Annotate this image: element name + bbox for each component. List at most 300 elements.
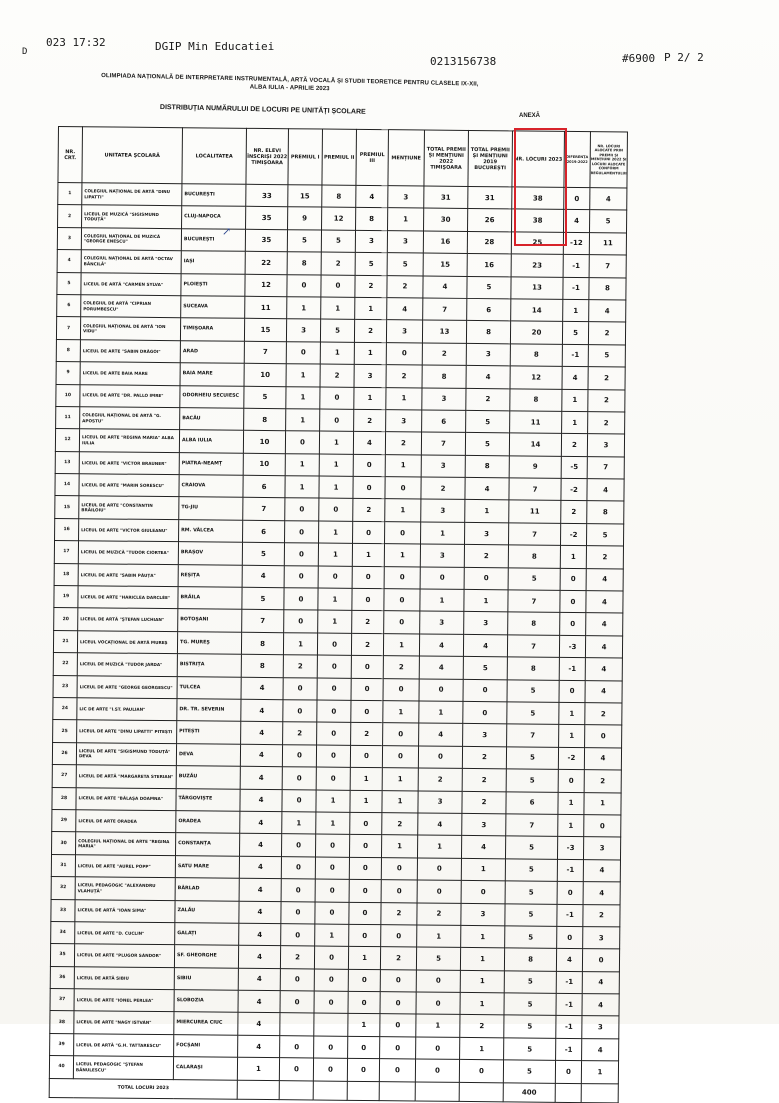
cell-p1: 1	[287, 297, 321, 320]
cell-locuri: 5	[504, 993, 556, 1016]
cell-tot2022: 13	[422, 320, 466, 343]
cell-tot2022: 0	[416, 992, 460, 1015]
cell-nr: 17	[54, 541, 78, 564]
cell-extra: 4	[586, 613, 623, 636]
cell-p3: 3	[354, 364, 386, 387]
cell-p3: 1	[350, 767, 382, 790]
cell-locuri: 5	[507, 702, 559, 725]
cell-extra: 5	[586, 523, 623, 546]
cell-p1: 3	[286, 319, 320, 342]
cell-locuri: 5	[503, 1060, 555, 1083]
cell-ment: 1	[386, 387, 422, 410]
cell-locuri: 25	[511, 232, 563, 255]
cell-elevi: 4	[240, 766, 282, 789]
cell-school: COLEGIUL NAȚIONAL DE MUZICĂ "GEORGE ENESCU"	[81, 228, 181, 251]
cell-elevi: 10	[243, 431, 285, 454]
cell-locuri: 14	[511, 299, 563, 322]
cell-locuri: 7	[507, 635, 559, 658]
cell-town: FOCȘANI	[174, 1034, 238, 1057]
cell-extra: 3	[587, 434, 624, 457]
cell-town: CRAIOVA	[179, 475, 243, 498]
cell-town: BAIA MARE	[180, 363, 244, 386]
cell-tot2022: 1	[420, 589, 464, 612]
cell-ment: 1	[382, 768, 418, 791]
cell-diff: -3	[559, 635, 585, 658]
cell-tot2022: 0	[420, 567, 464, 590]
cell-town: BACĂU	[180, 408, 244, 431]
cell-tot2022: 0	[415, 1059, 459, 1082]
cell-p1: 0	[282, 789, 316, 812]
cell-school: LICEUL DE ARTĂ "MARGARETA STERIAN"	[76, 765, 176, 788]
cell-diff: -5	[561, 456, 587, 479]
cell-extra: 4	[582, 971, 619, 994]
cell-diff: 1	[562, 389, 588, 412]
cell-p1: 0	[283, 700, 317, 723]
cell-tot2019: 1	[464, 589, 508, 612]
cell-elevi: 35	[246, 207, 288, 230]
col-premiul-1: PREMIUL I	[288, 129, 323, 185]
cell-nr: 6	[57, 294, 81, 317]
cell-p2: 0	[321, 275, 355, 298]
cell-p3: 1	[348, 947, 380, 970]
cell-p3: 0	[351, 656, 383, 679]
cell-p2: 1	[318, 543, 352, 566]
cell-town: SUCEAVA	[181, 296, 245, 319]
cell-tot2022: 2	[421, 477, 465, 500]
cell-tot2019: 1	[460, 948, 504, 971]
cell-nr: 27	[52, 765, 76, 788]
cell-tot2019: 4	[465, 478, 509, 501]
cell-p1: 0	[283, 677, 317, 700]
cell-p1: 1	[282, 812, 316, 835]
fax-page-counter: P 2/ 2	[664, 51, 704, 64]
cell-nr: 16	[55, 518, 79, 541]
cell-tot2022: 1	[417, 835, 461, 858]
cell-tot2022: 1	[421, 522, 465, 545]
cell-nr: 31	[51, 854, 75, 877]
cell-school: LICEUL DE ARTE "DINU LIPATTI" PITEȘTI	[77, 720, 177, 743]
cell-town: CALARAȘI	[173, 1057, 237, 1080]
col-school: UNITATEA ȘCOLARĂ	[82, 127, 183, 184]
cell-tot2019: 3	[466, 343, 510, 366]
cell-p2: 1	[318, 588, 352, 611]
cell-p3: 4	[356, 185, 388, 208]
cell-tot2022: 4	[423, 276, 467, 299]
cell-elevi: 4	[240, 789, 282, 812]
cell-town: TG. MUREȘ	[177, 631, 241, 654]
empty-cell	[237, 1080, 279, 1099]
cell-school: LICEUL DE ARTĂ "G.H. TATTARESCU"	[74, 1034, 174, 1057]
cell-diff: 1	[559, 702, 585, 725]
cell-p2: 0	[317, 678, 351, 701]
cell-tot2022: 15	[423, 253, 467, 276]
cell-p2: 2	[321, 252, 355, 275]
cell-ment: 0	[385, 477, 421, 500]
cell-extra: 4	[587, 479, 624, 502]
cell-tot2019: 3	[462, 813, 506, 836]
cell-locuri: 8	[508, 612, 560, 635]
cell-town: BISTRIȚA	[177, 654, 241, 677]
cell-elevi: 5	[244, 386, 286, 409]
cell-tot2019: 1	[461, 858, 505, 881]
cell-p1: 1	[286, 409, 320, 432]
cell-p1: 5	[287, 229, 321, 252]
cell-extra: 5	[590, 210, 627, 233]
cell-p3: 1	[354, 342, 386, 365]
cell-p1: 2	[280, 946, 314, 969]
cell-p1: 0	[281, 879, 315, 902]
cell-p2: 0	[318, 566, 352, 589]
empty-cell	[555, 1083, 581, 1102]
table-body	[49, 183, 627, 1084]
cell-tot2019: 2	[460, 1015, 504, 1038]
cell-elevi: 4	[240, 834, 282, 857]
cell-nr: 20	[54, 608, 78, 631]
cell-locuri: 7	[508, 523, 560, 546]
cell-p2: 0	[314, 946, 348, 969]
cell-elevi: 4	[239, 856, 281, 879]
empty-cell	[313, 1081, 347, 1100]
cell-locuri: 11	[510, 411, 562, 434]
cell-school: LICEUL DE ARTE "BĂLAȘA DOAMNA"	[76, 787, 176, 810]
cell-p1	[280, 1013, 314, 1036]
cell-tot2022: 0	[416, 970, 460, 993]
cell-locuri: 7	[509, 478, 561, 501]
cell-diff: 1	[562, 411, 588, 434]
cell-tot2019: 3	[463, 724, 507, 747]
cell-p2: 0	[314, 969, 348, 992]
cell-p3: 0	[347, 1059, 379, 1082]
cell-elevi: 35	[245, 229, 287, 252]
cell-ment: 0	[386, 342, 422, 365]
cell-tot2019: 8	[466, 321, 510, 344]
cell-town: SATU MARE	[175, 855, 239, 878]
cell-town: BÂRLAD	[175, 878, 239, 901]
cell-nr: 15	[55, 496, 79, 519]
cell-nr: 23	[53, 675, 77, 698]
cell-locuri: 14	[509, 433, 561, 456]
cell-nr: 37	[50, 989, 74, 1012]
cell-tot2019: 1	[461, 925, 505, 948]
cell-extra: 3	[582, 1016, 619, 1039]
cell-extra: 4	[585, 635, 622, 658]
cell-extra: 4	[582, 1038, 619, 1061]
cell-town: TULCEA	[177, 676, 241, 699]
cell-nr: 21	[53, 630, 77, 653]
cell-school: LICEUL DE ARTE "SABIN PĂUȚA"	[78, 563, 178, 586]
cell-school: LICEUL DE ARTĂ "CARMEN SYLVA"	[81, 272, 181, 295]
cell-school: LICEUL DE ARTE "NAGY ISTVÁN"	[74, 1011, 174, 1034]
cell-nr: 19	[54, 586, 78, 609]
cell-diff: 4	[556, 949, 582, 972]
empty-cell	[415, 1082, 459, 1101]
cell-tot2022: 1	[419, 701, 463, 724]
cell-p2: 0	[317, 722, 351, 745]
cell-p1: 0	[282, 767, 316, 790]
cell-ment: 0	[382, 745, 418, 768]
cell-p1: 0	[281, 924, 315, 947]
cell-nr: 10	[56, 384, 80, 407]
cell-p2: 2	[320, 364, 354, 387]
cell-extra: 4	[586, 591, 623, 614]
cell-ment: 1	[388, 208, 424, 231]
cell-ment: 2	[383, 656, 419, 679]
cell-ment: 2	[385, 432, 421, 455]
cell-p3: 1	[355, 297, 387, 320]
distribution-sheet	[49, 126, 628, 1103]
cell-nr: 25	[53, 720, 77, 743]
cell-tot2019: 0	[459, 1060, 503, 1083]
cell-elevi: 6	[243, 475, 285, 498]
cell-tot2022: 1	[416, 1014, 460, 1037]
cell-nr: 14	[55, 474, 79, 497]
cell-elevi: 4	[238, 946, 280, 969]
cell-elevi: 7	[242, 610, 284, 633]
cell-diff: 0	[557, 881, 583, 904]
cell-nr: 4	[57, 250, 81, 273]
cell-extra: 2	[588, 322, 625, 345]
cell-diff: 1	[559, 725, 585, 748]
cell-tot2022: 4	[418, 813, 462, 836]
cell-p3: 2	[355, 275, 387, 298]
cell-p3: 0	[349, 902, 381, 925]
cell-school: LICEUL DE ARTE "REGINA MARIA" ALBA IULIA	[79, 429, 179, 452]
cell-nr: 24	[53, 697, 77, 720]
cell-nr: 39	[50, 1033, 74, 1056]
cell-extra: 4	[585, 680, 622, 703]
cell-p3: 2	[353, 499, 385, 522]
cell-extra: 0	[585, 725, 622, 748]
cell-extra: 7	[587, 456, 624, 479]
cell-elevi: 7	[243, 498, 285, 521]
cell-ment: 0	[380, 992, 416, 1015]
cell-tot2019: 2	[462, 769, 506, 792]
cell-nr: 40	[49, 1056, 73, 1079]
cell-tot2019: 31	[468, 186, 512, 209]
cell-elevi: 4	[239, 901, 281, 924]
cell-diff: 0	[555, 1061, 581, 1084]
distribution-table	[49, 126, 628, 1103]
cell-diff: -1	[556, 1016, 582, 1039]
cell-p1: 8	[287, 252, 321, 275]
cell-tot2022: 5	[416, 947, 460, 970]
cell-diff: 0	[558, 769, 584, 792]
cell-diff: -1	[559, 658, 585, 681]
cell-tot2019: 5	[466, 410, 510, 433]
cell-elevi: 5	[242, 587, 284, 610]
col-total-2022: TOTAL PREMII ȘI MENȚIUNI 2022 TIMIȘOARA	[424, 130, 469, 186]
cell-locuri: 12	[510, 366, 562, 389]
cell-p1: 0	[287, 274, 321, 297]
cell-elevi: 11	[245, 296, 287, 319]
cell-elevi: 8	[244, 408, 286, 431]
cell-ment: 1	[382, 790, 418, 813]
cell-school: LICEUL DE ARTE "HARICLEA DARCLÉE"	[78, 586, 178, 609]
cell-town: DEVA	[176, 743, 240, 766]
cell-elevi: 4	[238, 1035, 280, 1058]
cell-locuri: 9	[509, 456, 561, 479]
cell-tot2022: 8	[422, 365, 466, 388]
cell-p1: 0	[282, 744, 316, 767]
cell-nr: 5	[57, 272, 81, 295]
cell-extra: 4	[582, 994, 619, 1017]
cell-school: LICEUL DE ARTE "DR. PALLO IMRE"	[80, 384, 180, 407]
cell-diff: 5	[562, 322, 588, 345]
cell-extra: 11	[589, 232, 626, 255]
cell-locuri: 5	[508, 567, 560, 590]
cell-ment: 1	[383, 701, 419, 724]
cell-ment: 3	[387, 230, 423, 253]
cell-p2: 1	[319, 431, 353, 454]
cell-elevi: 8	[241, 654, 283, 677]
cell-extra: 2	[588, 389, 625, 412]
cell-p3: 0	[348, 1036, 380, 1059]
cell-diff: 1	[558, 814, 584, 837]
cell-tot2019: 4	[461, 836, 505, 859]
cell-p2: 0	[315, 857, 349, 880]
cell-p3: 0	[353, 454, 385, 477]
cell-locuri: 5	[504, 970, 556, 993]
cell-town: TG-JIU	[179, 497, 243, 520]
cell-school: LICEUL DE ARTE "SABIN DRĂGOI"	[80, 339, 180, 362]
cell-p1: 0	[281, 834, 315, 857]
cell-elevi: 8	[241, 632, 283, 655]
cell-p3: 0	[349, 835, 381, 858]
empty-cell	[459, 1082, 503, 1101]
cell-town: TIMIȘOARA	[180, 318, 244, 341]
cell-p1: 1	[286, 364, 320, 387]
cell-school: LICEUL DE ARTE "VICTOR GIULEANU"	[79, 519, 179, 542]
cell-school: LICEUL DE ARTĂ SIBIU	[74, 966, 174, 989]
cell-p2: 0	[317, 633, 351, 656]
cell-school: LIC DE ARTE "I.ST. PAULIAN"	[77, 698, 177, 721]
cell-p2: 0	[320, 409, 354, 432]
cell-town: GALAȚI	[175, 923, 239, 946]
cell-ment: 0	[383, 678, 419, 701]
cell-town: PITEȘTI	[177, 721, 241, 744]
cell-nr: 33	[51, 899, 75, 922]
cell-p3: 0	[348, 991, 380, 1014]
cell-locuri: 5	[504, 1038, 556, 1061]
cell-extra: 2	[585, 703, 622, 726]
cell-p1: 1	[283, 633, 317, 656]
cell-p2: 8	[322, 185, 356, 208]
cell-tot2022: 0	[417, 880, 461, 903]
cell-p1: 1	[286, 386, 320, 409]
fax-sender: DGIP Min Educatiei	[155, 40, 275, 53]
cell-nr: 26	[52, 742, 76, 765]
cell-p2: 0	[314, 1036, 348, 1059]
cell-town: PIATRA-NEAMȚ	[179, 452, 243, 475]
cell-extra: 4	[586, 568, 623, 591]
cell-locuri: 5	[505, 881, 557, 904]
cell-elevi: 4	[238, 1013, 280, 1036]
cell-extra: 2	[588, 412, 625, 435]
cell-tot2022: 0	[417, 858, 461, 881]
cell-locuri: 5	[505, 903, 557, 926]
cell-tot2019: 0	[464, 567, 508, 590]
cell-nr: 28	[52, 787, 76, 810]
cell-school: LICEUL DE ARTĂ "ȘTEFAN LUCHIAN"	[78, 608, 178, 631]
cell-diff: -1	[563, 255, 589, 278]
cell-p1: 0	[284, 543, 318, 566]
cell-town: SIBIU	[174, 967, 238, 990]
cell-school: LICEUL DE MUZICĂ "TUDOR JARDA"	[77, 653, 177, 676]
cell-tot2022: 3	[420, 611, 464, 634]
cell-p1: 2	[283, 722, 317, 745]
cell-elevi: 7	[244, 341, 286, 364]
cell-diff: -2	[561, 478, 587, 501]
cell-ment: 1	[385, 454, 421, 477]
cell-locuri: 7	[508, 590, 560, 613]
cell-extra: 2	[584, 770, 621, 793]
cell-town: ALBA IULIA	[179, 430, 243, 453]
cell-nr: 38	[50, 1011, 74, 1034]
cell-p2: 1	[319, 521, 353, 544]
cell-diff: 2	[561, 434, 587, 457]
annex-label: ANEXĂ	[519, 113, 541, 119]
cell-school: COLEGIUL NAȚIONAL DE ARTĂ "ION VIDU"	[80, 317, 180, 340]
cell-nr: 9	[56, 362, 80, 385]
cell-ment: 0	[381, 857, 417, 880]
cell-town: PLOIEȘTI	[181, 273, 245, 296]
cell-p3: 2	[354, 320, 386, 343]
cell-locuri: 5	[506, 747, 558, 770]
cell-elevi: 10	[243, 453, 285, 476]
cell-ment: 0	[380, 969, 416, 992]
cell-extra: 4	[583, 882, 620, 905]
cell-tot2019: 8	[465, 455, 509, 478]
cell-elevi: 4	[241, 699, 283, 722]
total-value: 400	[503, 1082, 555, 1101]
cell-p1: 0	[284, 610, 318, 633]
empty-cell	[379, 1081, 415, 1100]
cell-nr: 2	[58, 205, 82, 228]
cell-p3: 1	[350, 790, 382, 813]
cell-tot2019: 16	[467, 254, 511, 277]
cell-tot2022: 7	[423, 298, 467, 321]
cell-tot2019: 6	[467, 298, 511, 321]
cell-ment: 0	[379, 1059, 415, 1082]
cell-extra: 4	[583, 859, 620, 882]
cell-p1: 0	[280, 991, 314, 1014]
cell-town: CONSTANȚA	[176, 833, 240, 856]
cell-tot2019: 5	[467, 276, 511, 299]
cell-p2	[314, 1013, 348, 1036]
cell-tot2019: 0	[463, 701, 507, 724]
cell-tot2022: 2	[422, 343, 466, 366]
cell-tot2022: 0	[416, 1037, 460, 1060]
cell-p3: 2	[351, 723, 383, 746]
cell-locuri: 8	[510, 388, 562, 411]
cell-locuri: 38	[512, 209, 564, 232]
cell-p2: 1	[319, 454, 353, 477]
cell-p2: 12	[322, 207, 356, 230]
cell-town: BRĂILA	[178, 587, 242, 610]
cell-p1: 0	[280, 1036, 314, 1059]
cell-town: BUCUREȘTI	[181, 228, 245, 251]
cell-ment: 0	[380, 1014, 416, 1037]
empty-cell	[347, 1081, 379, 1100]
cell-p3: 0	[349, 857, 381, 880]
col-locuri-alocate: NR. LOCURI ALOCATE PRIN PREMII ȘI MENȚIUNI 2022 ȘI LOCURI ALOCATE CONFORM REGULAMENTULUI	[590, 132, 628, 188]
cell-locuri: 8	[510, 344, 562, 367]
cell-locuri: 7	[507, 724, 559, 747]
col-nr: NR. CRT.	[58, 127, 83, 183]
col-total-2019: TOTAL PREMII ȘI MENȚIUNI 2019 BUCUREȘTI	[468, 130, 513, 186]
cell-nr: 34	[51, 921, 75, 944]
cell-tot2022: 4	[419, 634, 463, 657]
